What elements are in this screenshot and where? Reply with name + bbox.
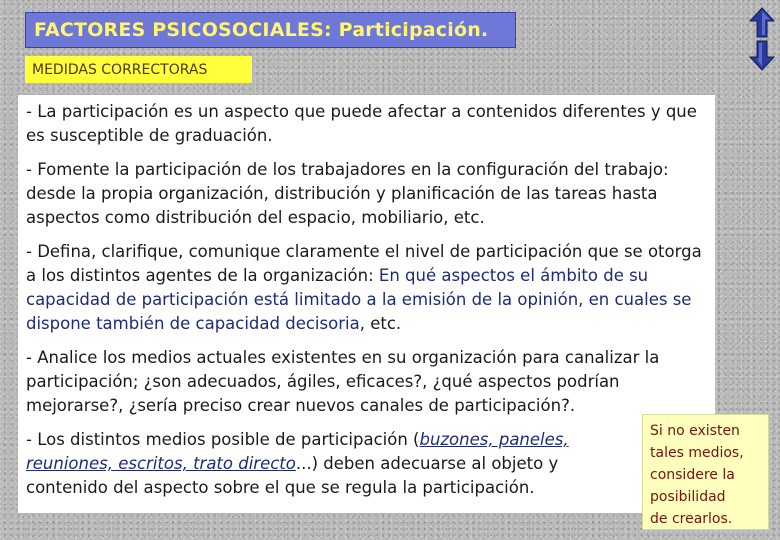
page-title: FACTORES PSICOSOCIALES: Participación. bbox=[34, 19, 489, 41]
paragraph-5-start: - Los distintos medios posible de participación ( bbox=[26, 430, 420, 449]
paragraph-3-end: , etc. bbox=[359, 314, 402, 333]
paragraph-2: - Fomente la participación de los trabajadores en la configuración del trabajo: desde la propia organización, distribución y planificación de las tareas hasta aspectos como distribución del espacio, mobiliario, etc. bbox=[26, 160, 669, 227]
note-box bbox=[642, 414, 769, 530]
subtitle-box bbox=[25, 56, 252, 83]
note-line: posibilidad bbox=[650, 489, 726, 505]
paragraph-5 bbox=[26, 428, 626, 500]
title-bar bbox=[25, 12, 516, 48]
section-subtitle: MEDIDAS CORRECTORAS bbox=[32, 61, 208, 78]
content-panel bbox=[18, 95, 715, 513]
paragraph-4: - Analice los medios actuales existentes en su organización para canalizar la participación; ¿son adecuados, ágiles, eficaces?, ¿qué aspectos podrían mejorarse?, ¿sería preciso crear nuevos canales de participación?. bbox=[26, 348, 660, 415]
note-line: considere la bbox=[650, 467, 735, 483]
down-arrow-icon[interactable] bbox=[749, 40, 775, 71]
paragraph-3 bbox=[26, 240, 707, 336]
note-line: tales medios, bbox=[650, 445, 744, 461]
paragraph-3-highlight: En qué aspectos el ámbito de su capacidad de participación está limitado a la emisión de la opinión, en cuales se dispone también de capacidad decisoria bbox=[26, 266, 692, 333]
participation-means-link[interactable]: buzones, paneles, reuniones, escritos, trato directo bbox=[26, 430, 569, 473]
paragraph-3-start: - Defina, clarifique, comunique claramente el nivel de participación que se otorga a los distintos agentes de la organización: bbox=[26, 242, 702, 285]
up-arrow-icon[interactable] bbox=[749, 7, 775, 38]
nav-arrows bbox=[749, 7, 775, 71]
paragraph-1: - La participación es un aspecto que puede afectar a contenidos diferentes y que es susceptible de graduación. bbox=[26, 102, 697, 145]
note-line: Si no existen bbox=[650, 423, 740, 439]
note-line: de crearlos. bbox=[650, 511, 733, 527]
paragraph-5-end: ...) deben adecuarse al objeto y contenido del aspecto sobre el que se regula la participación. bbox=[26, 454, 559, 497]
